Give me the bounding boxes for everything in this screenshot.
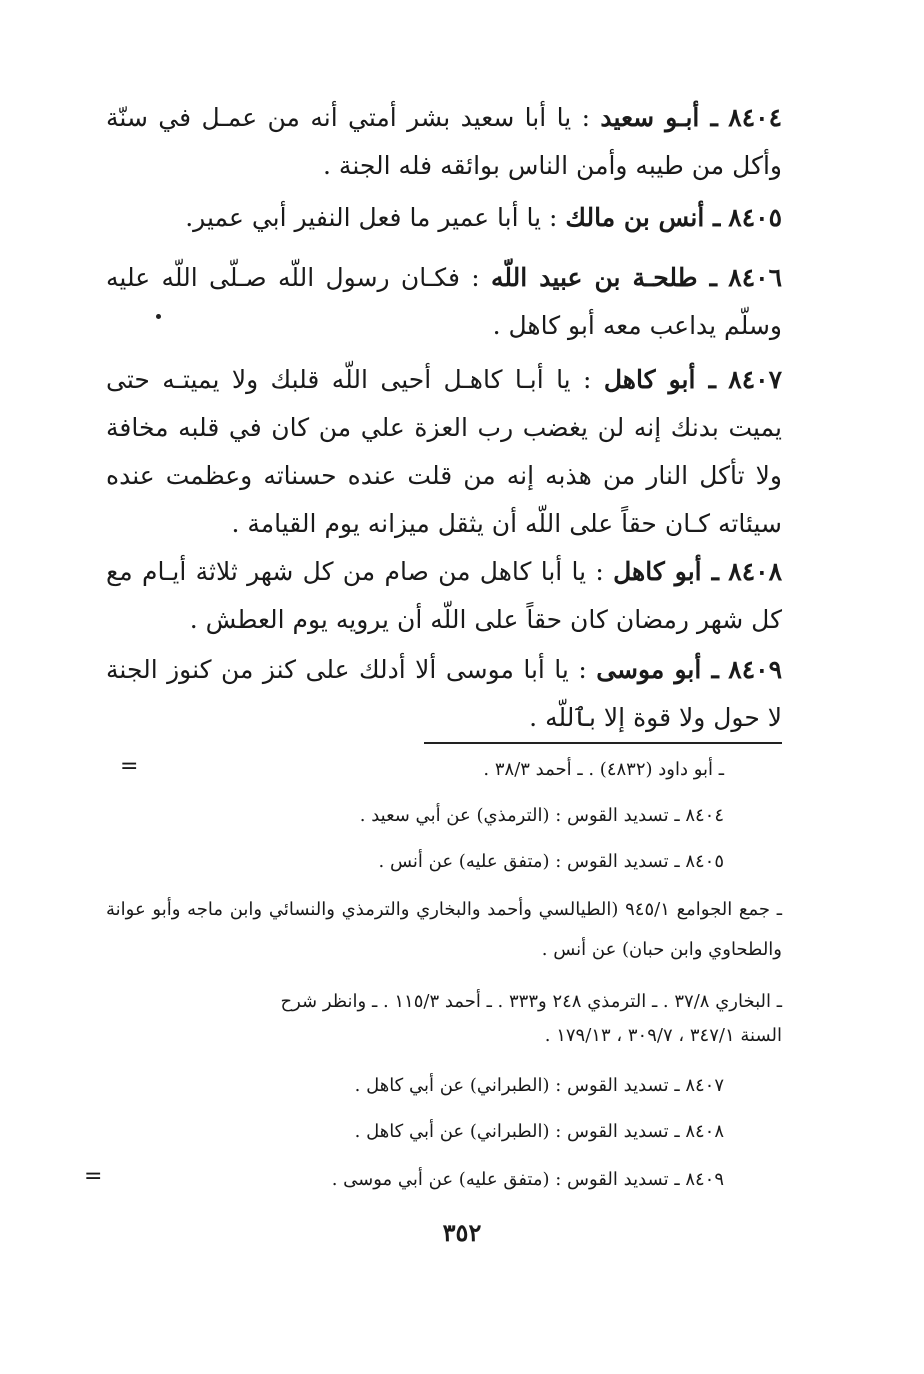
footnote-line: ـ أبو داود (٤٨٣٢) . ـ أحمد ٣٨/٣ .	[483, 759, 724, 780]
entry-number: ٨٤٠٨	[728, 557, 782, 586]
hadith-entry-8409: ٨٤٠٩ ـ أبو موسى : يا أبا موسى ألا أدلك على كنز من كنوز الجنة لا حول ولا قوة إلا بٱللّه .	[106, 655, 783, 732]
narrator-name: طلحـة بن عبيد اللّه	[491, 263, 698, 292]
footnote-line: السنة ٣٤٧/١ ، ٣٠٩/٧ ، ١٧٩/١٣ .	[544, 1025, 782, 1046]
footnote-paragraph: ـ جمع الجوامع ٩٤٥/١ (الطيالسي وأحمد والبخاري والترمذي والنسائي وابن ماجه وأبو عوانة والطحاوي وابن حبان) عن أنس .	[106, 899, 782, 960]
entry-text: فكـان رسول اللّه صـلّى اللّه عليه وسلّم يداعب معه أبو كاهل .	[106, 263, 782, 340]
narrator-name: أبـو سعيد	[600, 103, 700, 132]
stray-dot	[156, 314, 161, 319]
page-number: ٣٥٢	[442, 1218, 482, 1247]
hadith-entry-8406: ٨٤٠٦ ـ طلحـة بن عبيد اللّه : فكـان رسول اللّه صـلّى اللّه عليه وسلّم يداعب معه أبو كاهل .	[106, 263, 782, 340]
entry-number: ٨٤٠٥	[728, 203, 782, 232]
entry-text: يا أبا عمير ما فعل النفير أبي عمير.	[185, 203, 542, 232]
footnote-line: ٨٤٠٧ ـ تسديد القوس : (الطبراني) عن أبي كاهل .	[354, 1075, 724, 1096]
hadith-entry-8405: ٨٤٠٥ ـ أنس بن مالك : يا أبا عمير ما فعل النفير أبي عمير.	[185, 203, 782, 232]
footnote-line: ٨٤٠٥ ـ تسديد القوس : (متفق عليه) عن أنس .	[378, 851, 724, 872]
footnote-line: ٨٤٠٩ ـ تسديد القوس : (متفق عليه) عن أبي موسى .	[331, 1169, 724, 1190]
entry-number: ٨٤٠٦	[728, 263, 782, 292]
entry-number: ٨٤٠٩	[728, 655, 783, 684]
narrator-name: أبو كاهل	[613, 557, 702, 586]
footnote-divider	[424, 742, 782, 744]
continuation-mark-top: =	[120, 754, 139, 779]
entry-text: يا أبا كاهل من صام من كل شهر ثلاثة أيـام مع كل شهر رمضان كان حقاً على اللّه أن يرويه يوم العطش .	[106, 557, 782, 634]
entry-text: يا أبا سعيد بشر أمتي أنه من عمـل في سنّة وأكل من طيبه وأمن الناس بوائقه فله الجنة .	[106, 103, 782, 180]
footnote-line: ٨٤٠٨ ـ تسديد القوس : (الطبراني) عن أبي كاهل .	[354, 1121, 724, 1142]
narrator-name: أبو كاهل	[603, 365, 696, 394]
entry-number: ٨٤٠٤	[728, 103, 782, 132]
entry-text: يا أبا موسى ألا أدلك على كنز من كنوز الجنة لا حول ولا قوة إلا بٱللّه .	[106, 655, 782, 732]
hadith-entry-8408: ٨٤٠٨ ـ أبو كاهل : يا أبا كاهل من صام من كل شهر ثلاثة أيـام مع كل شهر رمضان كان حقاً على اللّه أن يرويه يوم العطش .	[106, 557, 782, 634]
entry-number: ٨٤٠٧	[728, 365, 783, 394]
narrator-name: أنس بن مالك	[565, 203, 705, 232]
continuation-mark-bottom: =	[84, 1164, 103, 1189]
hadith-entry-8404: ٨٤٠٤ ـ أبـو سعيد : يا أبا سعيد بشر أمتي أنه من عمـل في سنّة وأكل من طيبه وأمن الناس بوائقه فله الجنة .	[106, 103, 782, 180]
narrator-name: أبو موسى	[596, 655, 702, 684]
hadith-entry-8407: ٨٤٠٧ ـ أبو كاهل : يا أبـا كاهـل أحيى اللّه قلبك ولا يميتـه حتى يميت بدنك إنه لن يغضب رب العزة علي من كان في قلبه مخافة ولا تأكل النار من هذبه إنه من قلت عنده حسناته وعظمت عنده سيئاته كـان حقاً على اللّه أن يثقل ميزانه يوم القيامة .	[106, 365, 783, 538]
footnote-line: ٨٤٠٤ ـ تسديد القوس : (الترمذي) عن أبي سعيد .	[359, 805, 724, 826]
footnote-line: ـ البخاري ٣٧/٨ . ـ الترمذي ٢٤٨ و٣٣٣ . ـ أحمد ١١٥/٣ . ـ وانظر شرح	[280, 991, 782, 1012]
entry-text: يا أبـا كاهـل أحيى اللّه قلبك ولا يميتـه حتى يميت بدنك إنه لن يغضب رب العزة علي من كان في قلبه مخافة ولا تأكل النار من هذبه إنه من قلت عنده حسناته وعظمت عنده سيئاته كـان حقاً على اللّه أن يثقل ميزانه يوم القيامة .	[106, 365, 782, 538]
